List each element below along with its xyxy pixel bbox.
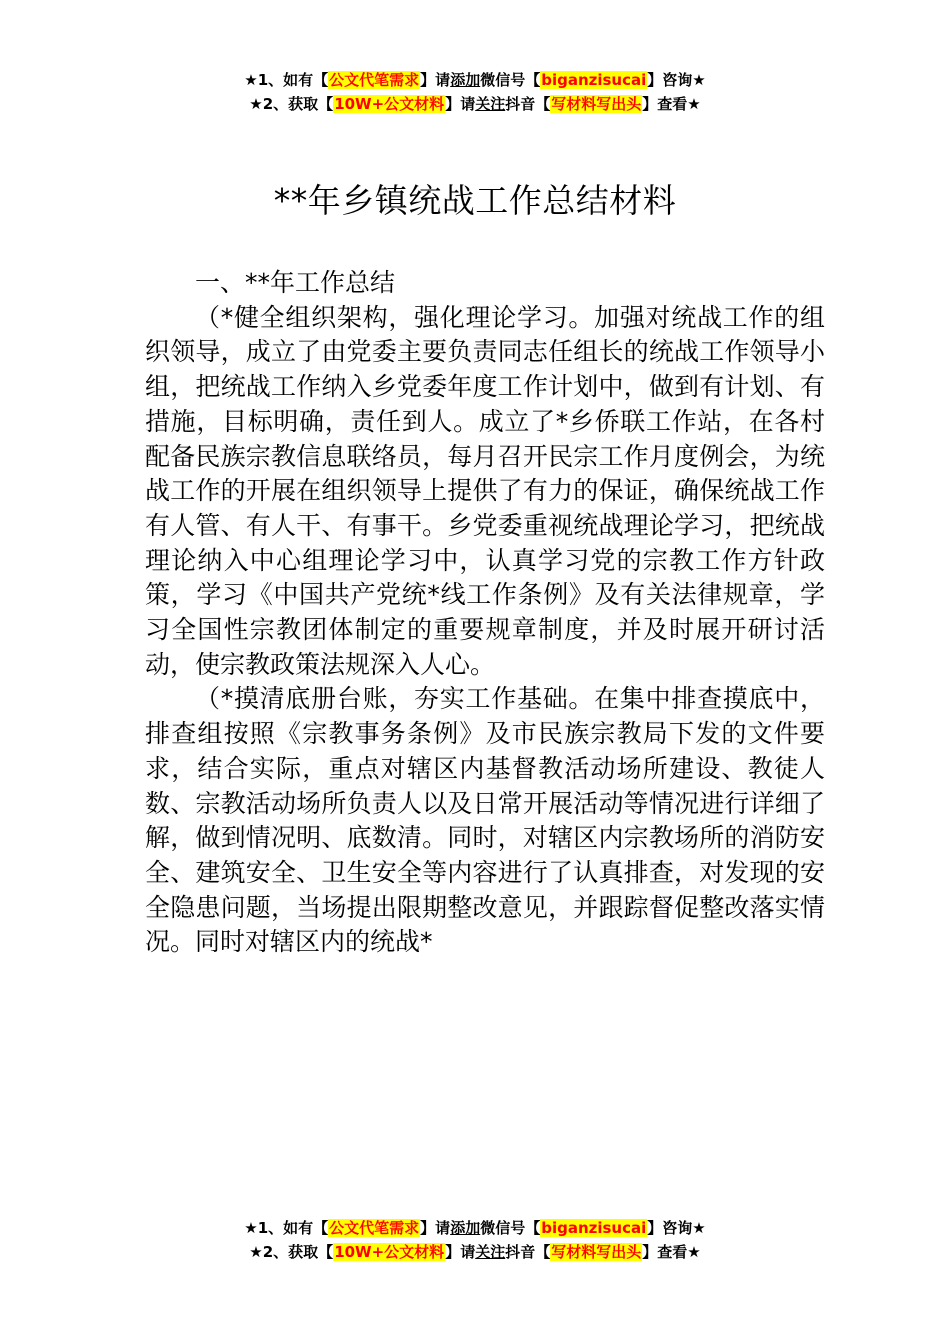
banner-douyin-id: 写材料写出头 [551,1243,642,1261]
document-title: **年乡镇统战工作总结材料 [273,181,677,220]
banner-highlight: 公文代笔需求 [329,1219,420,1237]
section-heading: 一、**年工作总结 [195,268,396,297]
document-body [145,266,825,960]
banner-wechat-id: biganzisucai [541,71,647,89]
banner-wechat-id: biganzisucai [541,1219,647,1237]
banner-highlight: 10W+公文材料 [334,95,445,113]
banner-highlight: 10W+公文材料 [334,1243,445,1261]
banner-line-2: ★2、获取【10W+公文材料】请关注抖音【写材料写出头】查看★ [249,95,701,113]
banner-line-1: ★1、如有【公文代笔需求】请添加微信号【biganzisucai】咨询★ [244,1219,706,1237]
header-banner [0,68,950,116]
footer-banner [0,1216,950,1264]
banner-line-1: ★1、如有【公文代笔需求】请添加微信号【biganzisucai】咨询★ [244,71,706,89]
banner-douyin-id: 写材料写出头 [551,95,642,113]
banner-line-2: ★2、获取【10W+公文材料】请关注抖音【写材料写出头】查看★ [249,1243,701,1261]
banner-highlight: 公文代笔需求 [329,71,420,89]
paragraph: （*摸清底册台账，夯实工作基础。在集中排查摸底中，排查组按照《宗教事务条例》及市民族宗教局下发的文件要求，结合实际，重点对辖区内基督教活动场所建设、教徒人数、宗教活动场所负责人以及日常开展活动等情况进行详细了解，做到情况明、底数清。同时，对辖区内宗教场所的消防安全、建筑安全、卫生安全等内容进行了认真排查，对发现的安全隐患问题，当场提出限期整改意见，并跟踪督促整改落实情况。同时对辖区内的统战* [145,684,825,957]
paragraph: （*健全组织架构，强化理论学习。加强对统战工作的组织领导，成立了由党委主要负责同志任组长的统战工作领导小组，把统战工作纳入乡党委年度工作计划中，做到有计划、有措施，目标明确，责任到人。成立了*乡侨联工作站，在各村配备民族宗教信息联络员，每月召开民宗工作月度例会，为统战工作的开展在组织领导上提供了有力的保证，确保统战工作有人管、有人干、有事干。乡党委重视统战理论学习，把统战理论纳入中心组理论学习中，认真学习党的宗教工作方针政策，学习《中国共产党统*线工作条例》及有关法律规章，学习全国性宗教团体制定的重要规章制度，并及时展开研讨活动，使宗教政策法规深入人心。 [145,302,825,679]
